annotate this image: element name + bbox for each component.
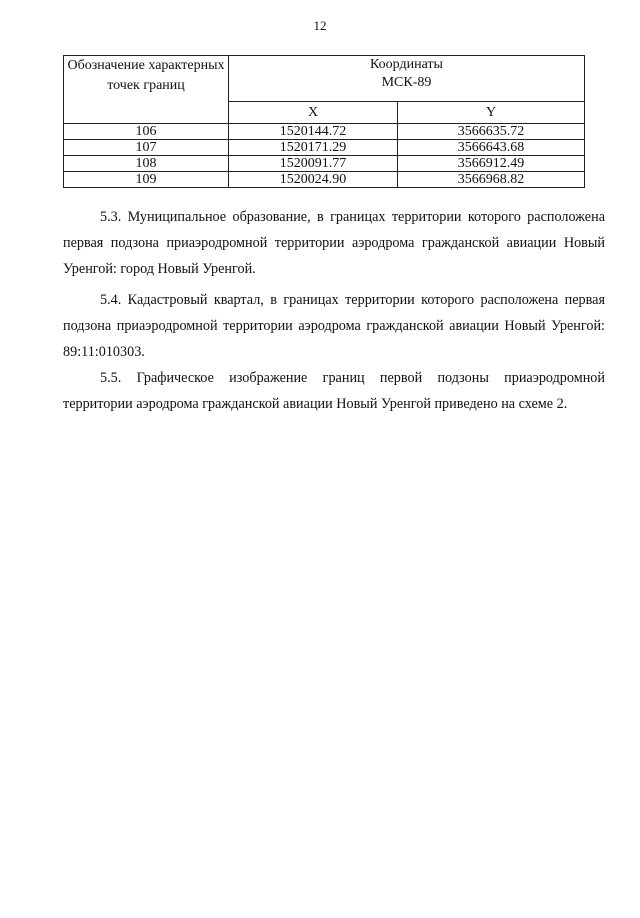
point-id-cell: 109 bbox=[64, 172, 229, 188]
point-id-cell: 108 bbox=[64, 156, 229, 172]
x-value-cell: 1520024.90 bbox=[229, 172, 398, 188]
point-id-cell: 106 bbox=[64, 124, 229, 140]
x-value-cell: 1520091.77 bbox=[229, 156, 398, 172]
point-label-header: Обозначение характерных точек границ bbox=[64, 56, 229, 124]
y-value-cell: 3566968.82 bbox=[398, 172, 585, 188]
paragraph-text: 5.4. Кадастровый квартал, в границах территории которого расположена первая подзона приаэродромной территории аэродрома гражданской авиации Новый Уренгой: 89:11:010303. bbox=[63, 292, 605, 360]
paragraph-5-5 bbox=[63, 365, 605, 417]
table-row bbox=[64, 140, 585, 156]
x-value-cell: 1520144.72 bbox=[229, 124, 398, 140]
x-value-cell: 1520171.29 bbox=[229, 140, 398, 156]
table-row bbox=[64, 172, 585, 188]
table-row bbox=[64, 156, 585, 172]
coordinates-header bbox=[229, 56, 585, 102]
point-id-cell: 107 bbox=[64, 140, 229, 156]
x-column-header: X bbox=[229, 102, 398, 124]
paragraph-text: 5.5. Графическое изображение границ первой подзоны приаэродромной территории аэродрома гражданской авиации Новый Уренгой приведено на схеме 2. bbox=[63, 370, 605, 412]
coordinates-header-system: МСК-89 bbox=[381, 75, 432, 90]
y-value-cell: 3566643.68 bbox=[398, 140, 585, 156]
paragraph-5-4 bbox=[63, 287, 605, 365]
paragraph-text: 5.3. Муниципальное образование, в границах территории которого расположена первая подзона приаэродромной территории аэродрома гражданской авиации Новый Уренгой: город Новый Уренгой. bbox=[63, 209, 605, 277]
coordinates-table bbox=[63, 55, 585, 188]
table-row bbox=[64, 124, 585, 140]
y-value-cell: 3566635.72 bbox=[398, 124, 585, 140]
page-number: 12 bbox=[313, 18, 327, 33]
table-header-row bbox=[64, 56, 585, 102]
y-column-header: Y bbox=[398, 102, 585, 124]
coordinates-header-title: Координаты bbox=[370, 57, 443, 72]
paragraph-5-3 bbox=[63, 204, 605, 282]
y-value-cell: 3566912.49 bbox=[398, 156, 585, 172]
